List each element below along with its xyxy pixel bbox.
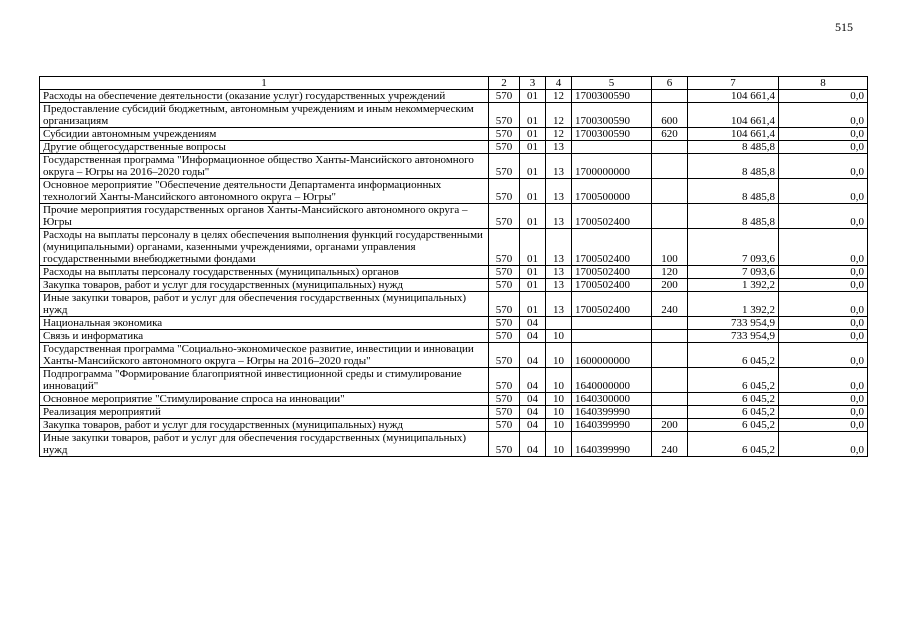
cell-col2: 570 bbox=[489, 419, 520, 432]
cell-col5: 1700500000 bbox=[572, 179, 652, 204]
cell-col3: 04 bbox=[520, 368, 546, 393]
cell-col4: 13 bbox=[546, 279, 572, 292]
cell-col5 bbox=[572, 317, 652, 330]
cell-col5: 1640399990 bbox=[572, 432, 652, 457]
cell-col4 bbox=[546, 317, 572, 330]
cell-col6 bbox=[652, 204, 688, 229]
cell-col6: 200 bbox=[652, 279, 688, 292]
cell-col2: 570 bbox=[489, 179, 520, 204]
row-name: Закупка товаров, работ и услуг для государственных (муниципальных) нужд bbox=[40, 279, 489, 292]
row-name: Реализация мероприятий bbox=[40, 406, 489, 419]
cell-col3: 01 bbox=[520, 279, 546, 292]
table-row bbox=[40, 317, 868, 330]
cell-col6 bbox=[652, 90, 688, 103]
cell-col3: 01 bbox=[520, 154, 546, 179]
cell-col7: 7 093,6 bbox=[688, 266, 779, 279]
cell-col5: 1700300590 bbox=[572, 103, 652, 128]
cell-col8: 0,0 bbox=[779, 292, 868, 317]
cell-col7: 8 485,8 bbox=[688, 141, 779, 154]
cell-col7: 1 392,2 bbox=[688, 292, 779, 317]
cell-col3: 01 bbox=[520, 266, 546, 279]
cell-col8: 0,0 bbox=[779, 154, 868, 179]
cell-col6: 240 bbox=[652, 292, 688, 317]
header-row bbox=[40, 77, 868, 90]
cell-col6 bbox=[652, 154, 688, 179]
cell-col7: 1 392,2 bbox=[688, 279, 779, 292]
cell-col5 bbox=[572, 141, 652, 154]
table-row bbox=[40, 103, 868, 128]
cell-col8: 0,0 bbox=[779, 343, 868, 368]
header-cell: 3 bbox=[520, 77, 546, 90]
cell-col5: 1640000000 bbox=[572, 368, 652, 393]
cell-col2: 570 bbox=[489, 266, 520, 279]
cell-col6 bbox=[652, 393, 688, 406]
cell-col8: 0,0 bbox=[779, 179, 868, 204]
cell-col4: 12 bbox=[546, 90, 572, 103]
cell-col4: 13 bbox=[546, 229, 572, 266]
header-cell: 4 bbox=[546, 77, 572, 90]
table-row bbox=[40, 128, 868, 141]
cell-col5: 1600000000 bbox=[572, 343, 652, 368]
table-row bbox=[40, 432, 868, 457]
cell-col3: 01 bbox=[520, 292, 546, 317]
cell-col3: 04 bbox=[520, 317, 546, 330]
cell-col8: 0,0 bbox=[779, 368, 868, 393]
cell-col8: 0,0 bbox=[779, 406, 868, 419]
cell-col7: 8 485,8 bbox=[688, 204, 779, 229]
cell-col8: 0,0 bbox=[779, 279, 868, 292]
cell-col5: 1700300590 bbox=[572, 128, 652, 141]
cell-col4: 13 bbox=[546, 179, 572, 204]
table-row bbox=[40, 229, 868, 266]
cell-col2: 570 bbox=[489, 432, 520, 457]
cell-col2: 570 bbox=[489, 368, 520, 393]
cell-col7: 6 045,2 bbox=[688, 432, 779, 457]
cell-col4: 13 bbox=[546, 204, 572, 229]
cell-col5: 1700502400 bbox=[572, 204, 652, 229]
cell-col8: 0,0 bbox=[779, 266, 868, 279]
row-name: Государственная программа "Информационное общество Ханты-Мансийского автономного округа – Югры на 2016–2020 годы" bbox=[40, 154, 489, 179]
cell-col2: 570 bbox=[489, 229, 520, 266]
budget-table bbox=[39, 76, 868, 457]
cell-col6 bbox=[652, 330, 688, 343]
cell-col8: 0,0 bbox=[779, 229, 868, 266]
row-name: Государственная программа "Социально-экономическое развитие, инвестиции и инновации Ханты-Мансийского автономного округа – Югры на 2016–2020 годы" bbox=[40, 343, 489, 368]
cell-col8: 0,0 bbox=[779, 330, 868, 343]
cell-col5: 1700502400 bbox=[572, 279, 652, 292]
cell-col3: 01 bbox=[520, 103, 546, 128]
cell-col4: 10 bbox=[546, 393, 572, 406]
header-cell: 2 bbox=[489, 77, 520, 90]
cell-col4: 13 bbox=[546, 141, 572, 154]
cell-col7: 6 045,2 bbox=[688, 393, 779, 406]
cell-col2: 570 bbox=[489, 393, 520, 406]
cell-col2: 570 bbox=[489, 103, 520, 128]
cell-col4: 10 bbox=[546, 432, 572, 457]
cell-col2: 570 bbox=[489, 141, 520, 154]
cell-col7: 104 661,4 bbox=[688, 90, 779, 103]
table-row bbox=[40, 279, 868, 292]
table-row bbox=[40, 393, 868, 406]
cell-col4: 12 bbox=[546, 128, 572, 141]
cell-col7: 8 485,8 bbox=[688, 154, 779, 179]
cell-col7: 6 045,2 bbox=[688, 406, 779, 419]
cell-col2: 570 bbox=[489, 279, 520, 292]
row-name: Прочие мероприятия государственных органов Ханты-Мансийского автономного округа – Югры bbox=[40, 204, 489, 229]
cell-col3: 04 bbox=[520, 432, 546, 457]
cell-col7: 6 045,2 bbox=[688, 343, 779, 368]
table-row bbox=[40, 179, 868, 204]
cell-col8: 0,0 bbox=[779, 141, 868, 154]
cell-col6: 240 bbox=[652, 432, 688, 457]
cell-col8: 0,0 bbox=[779, 128, 868, 141]
row-name: Субсидии автономным учреждениям bbox=[40, 128, 489, 141]
row-name: Подпрограмма "Формирование благоприятной инвестиционной среды и стимулирование инноваций" bbox=[40, 368, 489, 393]
row-name: Иные закупки товаров, работ и услуг для обеспечения государственных (муниципальных) нужд bbox=[40, 292, 489, 317]
page-number: 515 bbox=[835, 20, 853, 34]
cell-col2: 570 bbox=[489, 154, 520, 179]
cell-col7: 6 045,2 bbox=[688, 419, 779, 432]
cell-col6: 200 bbox=[652, 419, 688, 432]
row-name: Расходы на выплаты персоналу государственных (муниципальных) органов bbox=[40, 266, 489, 279]
table-row bbox=[40, 419, 868, 432]
table-row bbox=[40, 292, 868, 317]
cell-col2: 570 bbox=[489, 343, 520, 368]
row-name: Другие общегосударственные вопросы bbox=[40, 141, 489, 154]
cell-col8: 0,0 bbox=[779, 90, 868, 103]
cell-col5: 1640399990 bbox=[572, 419, 652, 432]
table-header bbox=[40, 77, 868, 90]
cell-col4: 10 bbox=[546, 419, 572, 432]
cell-col4: 13 bbox=[546, 266, 572, 279]
cell-col2: 570 bbox=[489, 406, 520, 419]
cell-col7: 104 661,4 bbox=[688, 128, 779, 141]
cell-col7: 8 485,8 bbox=[688, 179, 779, 204]
cell-col8: 0,0 bbox=[779, 103, 868, 128]
cell-col2: 570 bbox=[489, 90, 520, 103]
cell-col7: 6 045,2 bbox=[688, 368, 779, 393]
cell-col8: 0,0 bbox=[779, 419, 868, 432]
cell-col4: 13 bbox=[546, 292, 572, 317]
cell-col6: 600 bbox=[652, 103, 688, 128]
table-row bbox=[40, 204, 868, 229]
cell-col4: 10 bbox=[546, 368, 572, 393]
cell-col3: 04 bbox=[520, 393, 546, 406]
table-row bbox=[40, 330, 868, 343]
cell-col4: 10 bbox=[546, 343, 572, 368]
cell-col5: 1700300590 bbox=[572, 90, 652, 103]
cell-col3: 01 bbox=[520, 229, 546, 266]
header-cell: 7 bbox=[688, 77, 779, 90]
row-name: Расходы на выплаты персоналу в целях обеспечения выполнения функций государственными (муниципальными) органами, казенными учреждениями, органами управления государственными внебюджетными фондами bbox=[40, 229, 489, 266]
cell-col5 bbox=[572, 330, 652, 343]
cell-col5: 1700502400 bbox=[572, 229, 652, 266]
cell-col3: 01 bbox=[520, 128, 546, 141]
cell-col3: 01 bbox=[520, 204, 546, 229]
table-row bbox=[40, 141, 868, 154]
cell-col3: 04 bbox=[520, 406, 546, 419]
cell-col6 bbox=[652, 317, 688, 330]
cell-col5: 1640300000 bbox=[572, 393, 652, 406]
cell-col6 bbox=[652, 141, 688, 154]
table-row bbox=[40, 343, 868, 368]
row-name: Связь и информатика bbox=[40, 330, 489, 343]
cell-col6 bbox=[652, 343, 688, 368]
cell-col8: 0,0 bbox=[779, 317, 868, 330]
cell-col5: 1700502400 bbox=[572, 266, 652, 279]
table-row bbox=[40, 368, 868, 393]
cell-col3: 04 bbox=[520, 419, 546, 432]
cell-col7: 7 093,6 bbox=[688, 229, 779, 266]
cell-col3: 04 bbox=[520, 330, 546, 343]
cell-col2: 570 bbox=[489, 128, 520, 141]
cell-col3: 04 bbox=[520, 343, 546, 368]
table-body bbox=[40, 90, 868, 457]
cell-col3: 01 bbox=[520, 90, 546, 103]
cell-col7: 733 954,9 bbox=[688, 317, 779, 330]
cell-col2: 570 bbox=[489, 292, 520, 317]
cell-col6 bbox=[652, 368, 688, 393]
cell-col4: 10 bbox=[546, 406, 572, 419]
row-name: Предоставление субсидий бюджетным, автономным учреждениям и иным некоммерческим организациям bbox=[40, 103, 489, 128]
header-cell: 5 bbox=[572, 77, 652, 90]
cell-col6: 120 bbox=[652, 266, 688, 279]
row-name: Основное мероприятие "Обеспечение деятельности Департамента информационных технологий Ханты-Мансийского автономного округа – Югры" bbox=[40, 179, 489, 204]
table-row bbox=[40, 90, 868, 103]
row-name: Расходы на обеспечение деятельности (оказание услуг) государственных учреждений bbox=[40, 90, 489, 103]
row-name: Основное мероприятие "Стимулирование спроса на инновации" bbox=[40, 393, 489, 406]
cell-col3: 01 bbox=[520, 179, 546, 204]
cell-col7: 733 954,9 bbox=[688, 330, 779, 343]
cell-col8: 0,0 bbox=[779, 432, 868, 457]
cell-col7: 104 661,4 bbox=[688, 103, 779, 128]
cell-col2: 570 bbox=[489, 204, 520, 229]
cell-col8: 0,0 bbox=[779, 393, 868, 406]
cell-col4: 13 bbox=[546, 154, 572, 179]
cell-col6: 100 bbox=[652, 229, 688, 266]
cell-col5: 1700502400 bbox=[572, 292, 652, 317]
cell-col2: 570 bbox=[489, 330, 520, 343]
header-cell: 8 bbox=[779, 77, 868, 90]
cell-col6 bbox=[652, 179, 688, 204]
table-row bbox=[40, 406, 868, 419]
cell-col3: 01 bbox=[520, 141, 546, 154]
cell-col4: 10 bbox=[546, 330, 572, 343]
table-row bbox=[40, 266, 868, 279]
cell-col5: 1700000000 bbox=[572, 154, 652, 179]
row-name: Закупка товаров, работ и услуг для государственных (муниципальных) нужд bbox=[40, 419, 489, 432]
row-name: Иные закупки товаров, работ и услуг для обеспечения государственных (муниципальных) нужд bbox=[40, 432, 489, 457]
cell-col6 bbox=[652, 406, 688, 419]
row-name: Национальная экономика bbox=[40, 317, 489, 330]
cell-col2: 570 bbox=[489, 317, 520, 330]
cell-col8: 0,0 bbox=[779, 204, 868, 229]
header-cell: 1 bbox=[40, 77, 489, 90]
header-cell: 6 bbox=[652, 77, 688, 90]
cell-col4: 12 bbox=[546, 103, 572, 128]
table-row bbox=[40, 154, 868, 179]
cell-col6: 620 bbox=[652, 128, 688, 141]
cell-col5: 1640399990 bbox=[572, 406, 652, 419]
